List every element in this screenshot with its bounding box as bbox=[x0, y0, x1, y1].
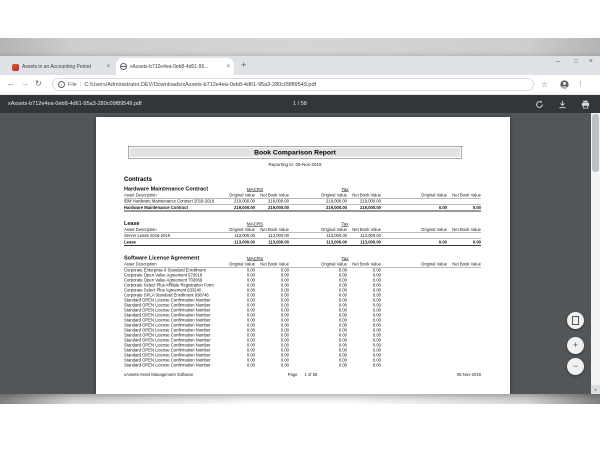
value-cell: 0.00 bbox=[338, 277, 347, 283]
footer-page-number bbox=[288, 372, 318, 377]
value-cell: 0.00 bbox=[280, 322, 289, 328]
value-cell: 0.00 bbox=[372, 327, 381, 333]
pdf-page bbox=[96, 117, 510, 394]
col-header-nbv: Net Book Value bbox=[352, 192, 381, 198]
value-cell: 0.00 bbox=[372, 342, 381, 348]
section-header-row bbox=[124, 219, 481, 227]
value-cell: 0.00 bbox=[246, 352, 255, 358]
url-scheme-label: File bbox=[68, 81, 77, 88]
col-header-nbv: Net Book Value bbox=[452, 227, 481, 232]
value-cell: 0.00 bbox=[372, 282, 381, 288]
value-cell: 0.00 bbox=[246, 267, 255, 273]
print-icon[interactable] bbox=[581, 100, 590, 109]
download-icon[interactable] bbox=[558, 100, 567, 109]
col-header-asset-description: Asset Description bbox=[124, 192, 157, 198]
value-cell: 0.00 bbox=[372, 272, 381, 278]
value-cell: 0.00 bbox=[372, 297, 381, 303]
value-cell: 0.00 bbox=[338, 272, 347, 278]
total-value-cell: 113,000.00 bbox=[268, 239, 289, 245]
browser-window bbox=[0, 56, 600, 394]
value-cell: 0.00 bbox=[280, 332, 289, 338]
zoom-in-button[interactable]: + bbox=[567, 337, 584, 354]
value-cell: 0.00 bbox=[338, 362, 347, 368]
address-bar bbox=[0, 75, 600, 95]
section-title: Software License Agreement bbox=[124, 255, 200, 261]
footer-date: 05-Nov-2019 bbox=[456, 372, 481, 377]
value-cell: 0.00 bbox=[280, 362, 289, 368]
total-value-cell: 0.00 bbox=[472, 239, 481, 245]
value-cell: 0.00 bbox=[280, 287, 289, 293]
value-cell: 0.00 bbox=[280, 302, 289, 308]
col-header-nbv: Net Book Value bbox=[452, 261, 481, 267]
section-header-row bbox=[124, 184, 481, 192]
profile-avatar-icon[interactable] bbox=[560, 80, 569, 89]
tab-close-icon[interactable]: × bbox=[106, 64, 110, 70]
info-icon[interactable]: i bbox=[58, 81, 65, 88]
total-value-cell: 0.00 bbox=[472, 205, 481, 210]
asset-description-cell: Standard OPEN License Confirmation Number bbox=[124, 307, 211, 313]
value-cell: 0.00 bbox=[280, 272, 289, 278]
asset-description-cell: IBM Hardware Maintenance Contract 2018-2019 bbox=[124, 198, 215, 204]
value-cell: 0.00 bbox=[246, 342, 255, 348]
total-value-cell: 113,000.00 bbox=[326, 239, 347, 245]
section-title: Hardware Maintenance Contract bbox=[124, 186, 209, 192]
value-cell: 0.00 bbox=[246, 322, 255, 328]
value-cell: 0.00 bbox=[280, 277, 289, 283]
value-cell: 0.00 bbox=[372, 357, 381, 363]
asset-description-cell: Standard OPEN License Confirmation Number bbox=[124, 357, 211, 363]
value-cell: 0.00 bbox=[246, 362, 255, 368]
asset-description-cell: Corporate Open Value Agreement 570019 bbox=[124, 272, 203, 278]
value-cell: 0.00 bbox=[338, 337, 347, 343]
value-cell: 0.00 bbox=[280, 342, 289, 348]
asset-description-cell: Standard OPEN License Confirmation Number bbox=[124, 322, 211, 328]
forward-icon[interactable]: → bbox=[21, 79, 29, 88]
asset-description-cell: Corporate SPLA Standard Enrollment 938746 bbox=[124, 292, 209, 298]
value-cell: 0.00 bbox=[280, 297, 289, 303]
tab-assets-accounting-period[interactable] bbox=[8, 59, 114, 75]
value-cell: 0.00 bbox=[372, 302, 381, 308]
value-cell: 219,000.00 bbox=[234, 198, 255, 204]
asset-description-cell: Standard OPEN License Confirmation Number bbox=[124, 347, 211, 353]
window-minimize-button[interactable]: – bbox=[556, 58, 560, 65]
report-title: Book Comparison Report bbox=[254, 148, 336, 156]
window-maximize-button[interactable]: □ bbox=[574, 59, 578, 65]
value-cell: 0.00 bbox=[338, 357, 347, 363]
value-cell: 0.00 bbox=[280, 292, 289, 298]
pdf-filename: xAssets-b712e4ea-0eb8-4d61-95a3-280c09f89549.pdf bbox=[8, 101, 142, 107]
total-value-cell: 219,000.00 bbox=[326, 205, 347, 210]
backdrop-bottom-band bbox=[0, 394, 600, 404]
value-cell: 0.00 bbox=[280, 357, 289, 363]
asset-description-cell: Standard OPEN License Confirmation Number bbox=[124, 327, 211, 333]
value-cell: 0.00 bbox=[280, 337, 289, 343]
asset-description-cell: Standard OPEN License Confirmation Number bbox=[124, 297, 211, 303]
backdrop-top-band bbox=[0, 38, 600, 56]
scrollbar-thumb[interactable] bbox=[592, 114, 599, 172]
new-tab-button[interactable]: + bbox=[241, 60, 247, 70]
value-cell: 0.00 bbox=[280, 312, 289, 318]
total-label-cell: Hardware Maintenance Contract bbox=[124, 205, 188, 210]
value-cell: 0.00 bbox=[338, 287, 347, 293]
page-indicator[interactable]: 1 / 58 bbox=[293, 101, 307, 107]
kebab-menu-icon[interactable]: ⋮ bbox=[577, 81, 584, 88]
tab-close-icon[interactable]: × bbox=[226, 63, 230, 70]
book-group-tax-label: Tax bbox=[341, 187, 349, 192]
col-header-ov: Original Value bbox=[229, 261, 255, 267]
col-header-ov: Original Value bbox=[421, 227, 447, 232]
value-cell: 0.00 bbox=[246, 287, 255, 293]
reload-icon[interactable]: ↻ bbox=[35, 79, 42, 88]
value-cell: 0.00 bbox=[246, 272, 255, 278]
url-text: C:/Users/Administrator.DEV/Downloads/xAssets-b712e4ea-0eb8-4d61-95a3-280c09f89549.pdf bbox=[84, 81, 317, 88]
value-cell: 0.00 bbox=[338, 347, 347, 353]
footer-app-name: xAssets Asset Management Software bbox=[124, 372, 194, 377]
total-value-cell: 219,000.00 bbox=[268, 205, 289, 210]
value-cell: 0.00 bbox=[338, 352, 347, 358]
report-section bbox=[124, 184, 481, 212]
value-cell: 0.00 bbox=[338, 342, 347, 348]
value-cell: 0.00 bbox=[372, 292, 381, 298]
tab-favicon-icon bbox=[12, 64, 19, 71]
asset-description-cell: Standard OPEN License Confirmation Number bbox=[124, 337, 211, 343]
asset-description-cell: Corporate Select Plus Agreement 633240 bbox=[124, 287, 202, 293]
total-row bbox=[124, 239, 481, 247]
value-cell: 0.00 bbox=[372, 322, 381, 328]
asset-description-cell: Corporate Open Value Agreement 702066 bbox=[124, 277, 203, 283]
scrollbar-track[interactable] bbox=[591, 113, 600, 394]
value-cell: 113,000.00 bbox=[326, 233, 347, 238]
total-value-cell: 0.00 bbox=[438, 239, 447, 245]
fit-page-icon bbox=[572, 316, 579, 325]
value-cell: 0.00 bbox=[372, 362, 381, 368]
book-group-tax-label: Tax bbox=[341, 256, 349, 261]
value-cell: 219,000.00 bbox=[268, 198, 289, 204]
report-section bbox=[124, 219, 481, 247]
asset-description-cell: Standard OPEN License Confirmation Number bbox=[124, 302, 211, 308]
value-cell: 0.00 bbox=[246, 282, 255, 288]
asset-description-cell: Corporate Select Plus Affiliate Registration Form bbox=[124, 282, 214, 288]
asset-description-cell: Standard OPEN License Confirmation Number bbox=[124, 352, 211, 358]
value-cell: 0.00 bbox=[246, 312, 255, 318]
rotate-icon[interactable] bbox=[535, 100, 544, 109]
tab-title: xAssets-b712e4ea-0eb8-4d61-95... bbox=[130, 63, 209, 70]
total-value-cell: 113,000.00 bbox=[360, 239, 381, 245]
table-row bbox=[124, 363, 481, 368]
value-cell: 0.00 bbox=[338, 327, 347, 333]
asset-description-cell: Standard OPEN License Confirmation Number bbox=[124, 362, 211, 368]
total-row bbox=[124, 204, 481, 212]
value-cell: 0.00 bbox=[246, 337, 255, 343]
value-cell: 0.00 bbox=[372, 332, 381, 338]
value-cell: 0.00 bbox=[246, 302, 255, 308]
footer-page-value: 1 of 58 bbox=[304, 372, 318, 377]
tab-title: Assets in an Accounting Period bbox=[22, 64, 91, 70]
value-cell: 113,000.00 bbox=[234, 233, 255, 238]
value-cell: 0.00 bbox=[372, 317, 381, 323]
url-field[interactable] bbox=[52, 78, 534, 91]
value-cell: 0.00 bbox=[372, 287, 381, 293]
url-divider: | bbox=[79, 81, 82, 88]
pdf-toolbar bbox=[0, 95, 600, 113]
value-cell: 0.00 bbox=[280, 327, 289, 333]
value-cell: 0.00 bbox=[280, 282, 289, 288]
value-cell: 0.00 bbox=[280, 267, 289, 273]
value-cell: 219,000.00 bbox=[326, 198, 347, 204]
col-header-ov: Original Value bbox=[229, 227, 255, 232]
value-cell: 113,000.00 bbox=[360, 233, 381, 238]
col-header-nbv: Net Book Value bbox=[260, 227, 289, 232]
tab-strip bbox=[0, 56, 600, 75]
bookmark-star-icon[interactable]: ☆ bbox=[541, 80, 548, 89]
value-cell: 0.00 bbox=[372, 307, 381, 313]
value-cell: 0.00 bbox=[338, 292, 347, 298]
value-cell: 0.00 bbox=[372, 277, 381, 283]
col-header-asset-description: Asset Description bbox=[124, 227, 157, 232]
asset-description-cell: Standard OPEN License Confirmation Number bbox=[124, 317, 211, 323]
report-sections bbox=[124, 184, 481, 368]
report-footer bbox=[124, 372, 481, 377]
value-cell: 0.00 bbox=[280, 317, 289, 323]
value-cell: 0.00 bbox=[246, 297, 255, 303]
window-close-button[interactable]: × bbox=[588, 58, 593, 65]
back-icon[interactable]: ← bbox=[7, 79, 15, 88]
total-value-cell: 0.00 bbox=[438, 205, 447, 210]
value-cell: 113,000.00 bbox=[268, 233, 289, 238]
value-cell: 0.00 bbox=[372, 352, 381, 358]
value-cell: 0.00 bbox=[338, 332, 347, 338]
col-header-ov: Original Value bbox=[321, 227, 347, 232]
value-cell: 0.00 bbox=[372, 347, 381, 353]
col-header-nbv: Net Book Value bbox=[352, 227, 381, 232]
value-cell: 0.00 bbox=[246, 332, 255, 338]
col-header-nbv: Net Book Value bbox=[260, 192, 289, 198]
value-cell: 0.00 bbox=[246, 317, 255, 323]
value-cell: 0.00 bbox=[372, 267, 381, 273]
value-cell: 0.00 bbox=[246, 357, 255, 363]
section-header-row bbox=[124, 253, 481, 261]
col-header-asset-description: Asset Description bbox=[124, 261, 157, 267]
value-cell: 0.00 bbox=[338, 322, 347, 328]
tab-favicon-globe-icon bbox=[120, 63, 127, 70]
value-cell: 0.00 bbox=[338, 312, 347, 318]
value-cell: 219,000.00 bbox=[360, 198, 381, 204]
value-cell: 0.00 bbox=[280, 307, 289, 313]
value-cell: 0.00 bbox=[338, 317, 347, 323]
asset-description-cell: Standard OPEN License Confirmation Number bbox=[124, 342, 211, 348]
value-cell: 0.00 bbox=[280, 352, 289, 358]
value-cell: 0.00 bbox=[372, 312, 381, 318]
book-group-macrs-label: MACRS bbox=[246, 256, 264, 261]
report-subtitle: Reporting to: 05-Nov-2019 bbox=[268, 162, 322, 167]
value-cell: 0.00 bbox=[246, 292, 255, 298]
value-cell: 0.00 bbox=[372, 337, 381, 343]
report-group-heading: Contracts bbox=[124, 175, 153, 183]
value-cell: 0.00 bbox=[246, 347, 255, 353]
col-header-nbv: Net Book Value bbox=[452, 192, 481, 198]
asset-description-cell: Server Lease 2018-2019 bbox=[124, 233, 171, 238]
value-cell: 0.00 bbox=[246, 327, 255, 333]
tab-xassets-pdf[interactable] bbox=[116, 58, 234, 75]
fit-page-button[interactable] bbox=[567, 312, 584, 329]
total-value-cell: 113,000.00 bbox=[234, 239, 255, 245]
book-group-macrs-label: MACRS bbox=[246, 221, 264, 227]
col-header-ov: Original Value bbox=[321, 192, 347, 198]
value-cell: 0.00 bbox=[338, 297, 347, 303]
table-row bbox=[124, 233, 481, 238]
asset-description-cell: Corporate Enterprise 6 Standard Enrollment bbox=[124, 267, 206, 273]
book-group-tax-label: Tax bbox=[341, 221, 349, 227]
col-header-ov: Original Value bbox=[229, 192, 255, 198]
zoom-out-button[interactable]: − bbox=[567, 358, 584, 375]
value-cell: 0.00 bbox=[338, 302, 347, 308]
book-group-macrs-label: MACRS bbox=[246, 187, 264, 192]
value-cell: 0.00 bbox=[246, 307, 255, 313]
asset-description-cell: Standard OPEN License Confirmation Number bbox=[124, 332, 211, 338]
col-header-nbv: Net Book Value bbox=[352, 261, 381, 267]
value-cell: 0.00 bbox=[338, 307, 347, 313]
value-cell: 0.00 bbox=[338, 267, 347, 273]
value-cell: 0.00 bbox=[246, 277, 255, 283]
col-header-ov: Original Value bbox=[421, 261, 447, 267]
value-cell: 0.00 bbox=[280, 347, 289, 353]
footer-page-label: Page bbox=[287, 372, 298, 377]
report-title-box bbox=[128, 146, 462, 159]
pdf-content-area bbox=[0, 113, 600, 394]
total-label-cell: Lease bbox=[124, 239, 136, 245]
value-cell: 0.00 bbox=[338, 282, 347, 288]
asset-description-cell: Standard OPEN License Confirmation Number bbox=[124, 312, 211, 318]
table-row bbox=[124, 199, 481, 204]
section-title: Lease bbox=[124, 220, 140, 227]
total-value-cell: 219,000.00 bbox=[360, 205, 381, 210]
report-section bbox=[124, 253, 481, 368]
total-value-cell: 219,000.00 bbox=[234, 205, 255, 210]
col-header-nbv: Net Book Value bbox=[260, 261, 289, 267]
col-header-ov: Original Value bbox=[421, 192, 447, 198]
col-header-ov: Original Value bbox=[321, 261, 347, 267]
scrollbar-corner-button[interactable]: ▾ bbox=[591, 385, 600, 394]
